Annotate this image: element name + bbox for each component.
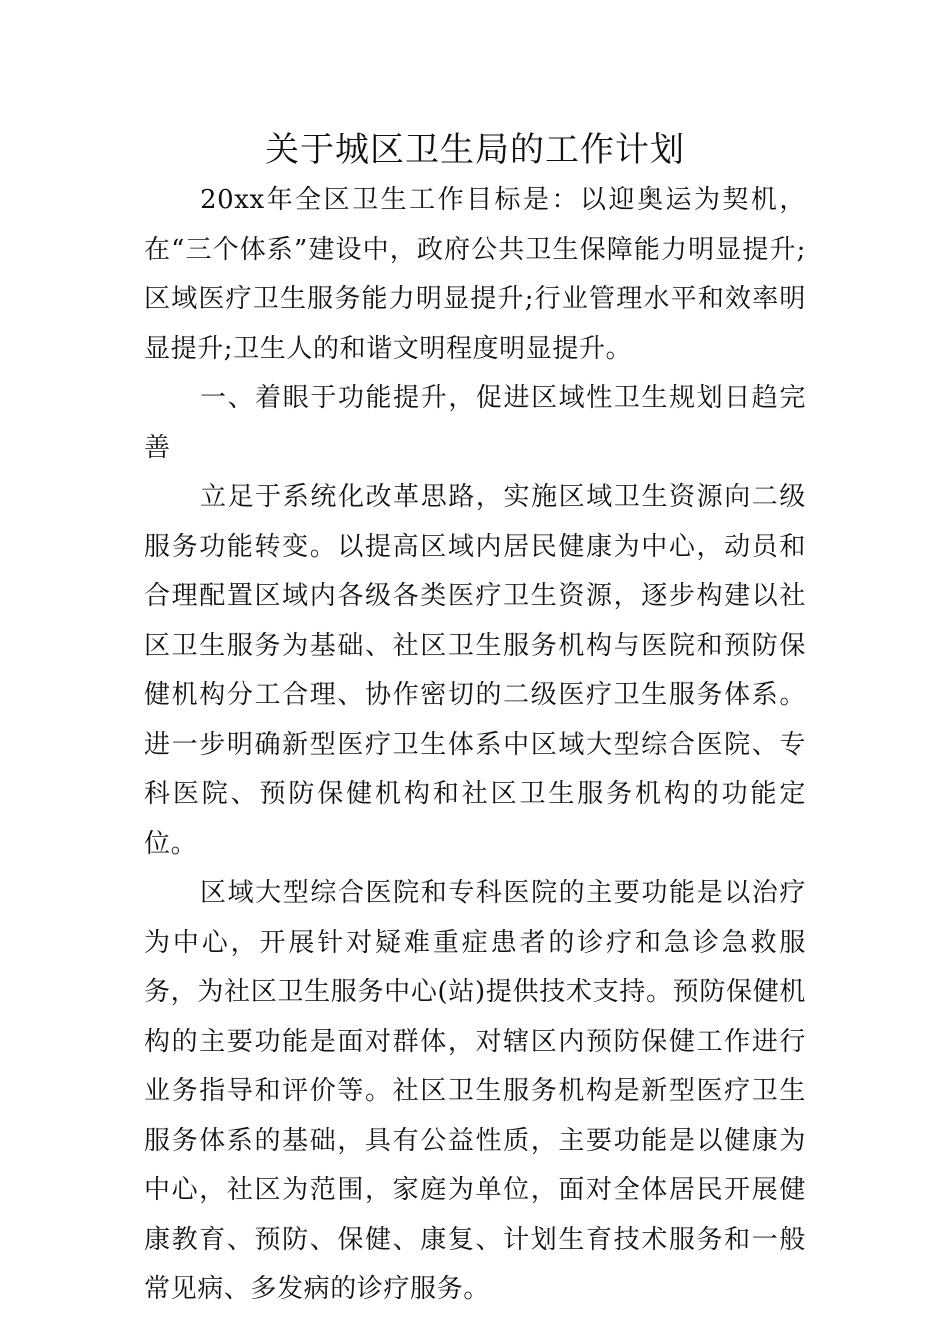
paragraph-system-reform: 立足于系统化改革思路，实施区域卫生资源向二级服务功能转变。以提高区域内居民健康为中心，动员和合理配置区域内各级各类医疗卫生资源，逐步构建以社区卫生服务为基础、社区卫生服务机构与医院和预防保健机构分工合理、协作密切的二级医疗卫生服务体系。进一步明确新型医疗卫生体系中区域大型综合医院、专科医院、预防保健机构和社区卫生服务机构的功能定位。	[144, 482, 806, 859]
document-title: 关于城区卫生局的工作计划	[265, 130, 685, 170]
document-body	[144, 176, 806, 1315]
paragraph-goals: 20xx年全区卫生工作目标是：以迎奥运为契机，在“三个体系”建设中，政府公共卫生保障能力明显提升;区域医疗卫生服务能力明显提升;行业管理水平和效率明显提升;卫生人的和谐文明程度明显提升。	[144, 185, 806, 364]
paragraph-hospital-functions: 区域大型综合医院和专科医院的主要功能是以治疗为中心，开展针对疑难重症患者的诊疗和急诊急救服务，为社区卫生服务中心(站)提供技术支持。预防保健机构的主要功能是面对群体，对辖区内预防保健工作进行业务指导和评价等。社区卫生服务机构是新型医疗卫生服务体系的基础，具有公益性质，主要功能是以健康为中心，社区为范围，家庭为单位，面对全体居民开展健康教育、预防、保健、康复、计划生育技术服务和一般常见病、多发病的诊疗服务。	[144, 878, 806, 1304]
section-heading-1: 一、着眼于功能提升，促进区域性卫生规划日趋完善	[144, 383, 806, 463]
